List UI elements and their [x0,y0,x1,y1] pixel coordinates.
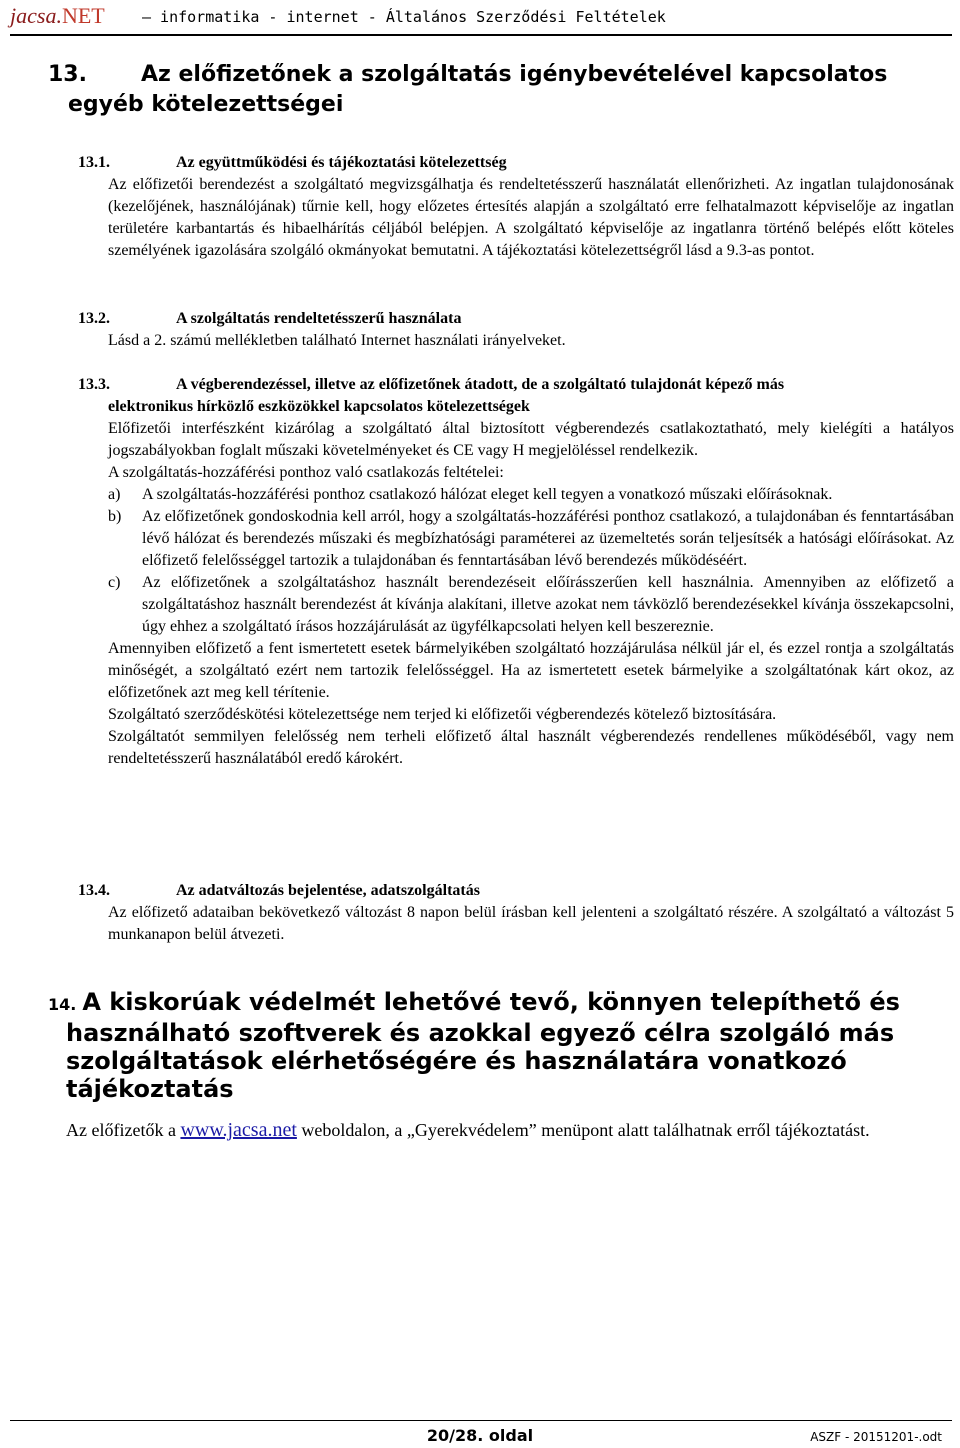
list-item [108,572,954,638]
brand-main: jacsa. [10,3,62,28]
text-before-link: Az előfizetők a [66,1120,181,1140]
page-number: 20/28. oldal [426,1426,534,1445]
section-14-paragraph [66,1118,926,1142]
section-13-heading [48,60,948,120]
subsection-title [78,308,954,330]
subsection-title-text: A végberendezéssel, illetve az előfizetőnek átadott, de a szolgáltató tulajdonát képező más [176,376,785,393]
section-13-2 [78,308,954,352]
list-text: Az előfizetőnek a szolgáltatáshoz használt berendezéseit előírásszerűen kell használnia. Amennyiben az előfizető a szolgáltatáshoz használt berendezést át kívánja alakítani, illetve azokat nem távközlő berendezésekkel kívánja összekapcsolni, úgy ehhez a szolgáltató írásos hozzájárulását az ügyfélkapcsolati helyen kell beszereznie. [142,574,954,635]
brand-logo[interactable] [10,3,105,29]
section-14-heading [48,988,928,1103]
subsection-title [78,880,954,902]
section-14-title-line4: tájékoztatás [66,1075,234,1103]
paragraph: Szolgáltatót semmilyen felelősség nem terheli előfizető által használt végberendezés rendellenes működéséből, vagy nem rendeltetésszerű használatából eredő károkért. [108,728,954,767]
subsection-title-text: A szolgáltatás rendeltetésszerű használata [176,310,462,327]
paragraph: A szolgáltatás-hozzáférési ponthoz való csatlakozás feltételei: [108,464,504,481]
list-text: A szolgáltatás-hozzáférési ponthoz csatlakozó hálózat eleget kell tegyen a vonatkozó műszaki előírásoknak. [142,486,833,503]
subsection-number: 13.2. [78,310,110,327]
section-13-3 [78,374,954,770]
subsection-number: 13.1. [78,154,110,171]
jacsa-link[interactable]: www.jacsa.net [180,1119,297,1141]
list-item [108,484,954,506]
paragraph: Előfizetői interfészként kizárólag a szolgáltató által biztosított végberendezés csatlakoztatható, mely kielégíti a hatályos jogszabályokban foglalt műszaki követelményeket és CE vagy H megjelöléssel rendelkezik. [108,420,954,459]
section-13-1 [78,152,954,262]
section-14-title-line3: szolgáltatások elérhetőségére és használatára vonatkozó [66,1047,847,1075]
paragraph: Az előfizető adataiban bekövetkező változást 8 napon belül írásban kell jelenteni a szolgáltató részére. A szolgáltató a változást 5 munkanapon belül átvezeti. [108,904,954,943]
list-item [108,506,954,572]
text-after-link: weboldalon, a „Gyerekvédelem” menüpont alatt találhatnak erről tájékoztatást. [296,1120,870,1140]
section-13-title-line2: egyéb kötelezettségei [68,92,344,117]
paragraph: Szolgáltató szerződéskötési kötelezettsége nem terjed ki előfizetői végberendezés kötelező biztosítására. [108,706,777,723]
subsection-number: 13.3. [78,376,110,393]
brand-net: NET [61,3,105,28]
section-13-4 [78,880,954,946]
subsection-title [78,152,954,174]
list-letter: c) [108,574,121,591]
subsection-number: 13.4. [78,882,110,899]
section-14-title-line2: használható szoftverek és azokkal egyező célra szolgáló más [66,1019,895,1047]
paragraph: Amennyiben előfizető a fent ismertetett esetek bármelyikében szolgáltató hozzájárulása nélkül jár el, és ezzel rontja a szolgáltatás minőségét, a szolgáltató ezért nem tartozik felelősséggel. Ha az ismertetett esetek bármelyike a szolgáltatónak kárt okoz, az előfizetőnek azt meg kell térítenie. [108,640,954,701]
section-13-title-line1: Az előfizetőnek a szolgáltatás igénybevételével kapcsolatos [141,62,888,87]
document-id: ASZF - 20151201-.odt [810,1430,942,1444]
list-letter: b) [108,508,122,525]
section-13-number: 13. [48,62,87,87]
list-text: Az előfizetőnek gondoskodnia kell arról, hogy a szolgáltatás-hozzáférési ponthoz csatlakozó, a tulajdonában és fenntartásában lévő hálózat és berendezés műszaki és megbízhatósági paraméterei az üzemeltetés során teljesítsék a hatósági előírásokat. Az előfizető felelősséggel tartozik a tulajdonában és fenntartásában lévő berendezés működéséért. [142,508,954,569]
paragraph: Az előfizetői berendezést a szolgáltató megvizsgálhatja és rendeltetésszerű használatát ellenőrizheti. Az ingatlan tulajdonosának (kezelőjének, használójának) tűrnie kell, hogy előzetes értesítés alapján a szolgáltató erre felhatalmazott képviselője az ingatlan területére karbantartás és hibaelhárítás céljából belépjen. A szolgáltató képviselője az ingatlanra történő belépés előtt köteles személyének igazolására szolgáló okmányokat bemutatni. A tájékoztatási kötelezettségről lásd a 9.3-as pontot. [108,176,954,259]
subsection-title [78,374,954,396]
footer-divider [10,1420,952,1421]
section-14-title-line1: A kiskorúak védelmét lehetővé tevő, könnyen telepíthető és [82,988,900,1016]
header-title: – informatika - internet - Általános Szerződési Feltételek [142,8,666,26]
subsection-title-text: Az adatváltozás bejelentése, adatszolgáltatás [176,882,480,899]
section-14-number: 14. [48,995,77,1014]
subsection-title-text: Az együttműködési és tájékoztatási kötelezettség [176,154,507,171]
list-letter: a) [108,486,121,503]
header-divider [10,34,952,36]
page-header [0,0,960,34]
subsection-title-line2: elektronikus hírközlő eszközökkel kapcsolatos kötelezettségek [108,398,530,415]
paragraph: Lásd a 2. számú mellékletben található Internet használati irányelveket. [108,332,566,349]
